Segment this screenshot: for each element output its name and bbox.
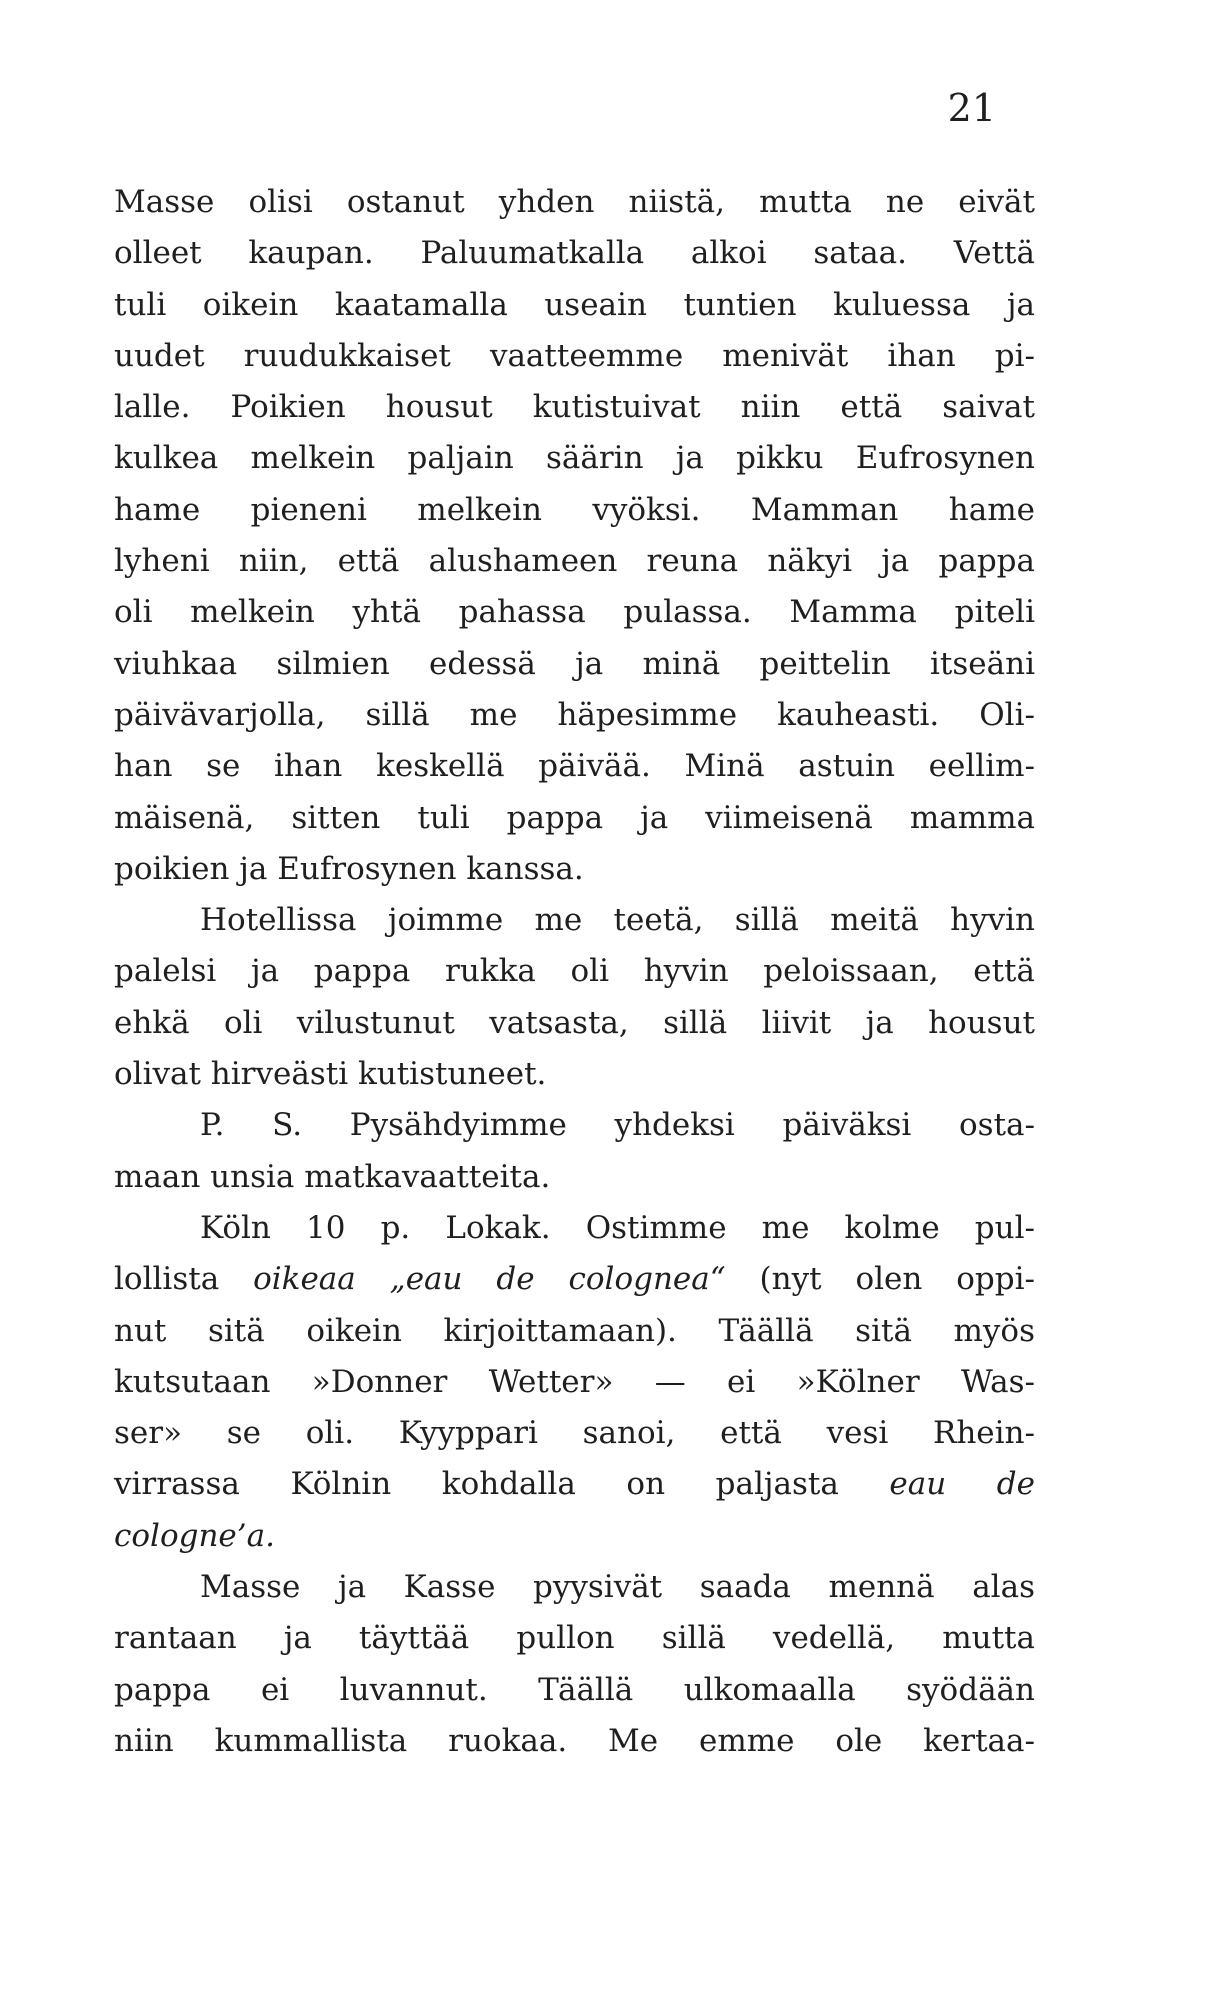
text-line-content: päivävarjolla, sillä me häpesimme kauheasti. Oli- <box>114 696 1035 733</box>
text-line <box>114 793 1035 844</box>
text-line-content: lalle. Poikien housut kutistuivat niin että saivat <box>114 389 1035 426</box>
text-line-content: virrassa Kölnin kohdalla on paljasta <box>114 1466 890 1503</box>
text-line-content: olivat hirveästi kutistuneet. <box>114 1056 547 1093</box>
text-line <box>114 998 1035 1049</box>
text-line-content: lollista <box>114 1261 254 1298</box>
text-line <box>114 177 1035 228</box>
text-line-content: hame pieneni melkein vyöksi. Mamman hame <box>114 491 1035 528</box>
text-line <box>114 1562 1035 1613</box>
text-line-content: lyheni niin, että alushameen reuna näkyi ja pappa <box>114 543 1035 580</box>
text-line-content: P. S. Pysähdyimme yhdeksi päiväksi osta- <box>200 1107 1035 1144</box>
text-line-content: kutsutaan »Donner Wetter» — ei »Kölner Was- <box>114 1363 1035 1400</box>
text-line <box>114 1665 1035 1716</box>
text-line <box>114 228 1035 279</box>
text-line-content: ser» se oli. Kyyppari sanoi, että vesi Rhein- <box>114 1415 1035 1452</box>
text-line-content: mäisenä, sitten tuli pappa ja viimeisenä mamma <box>114 799 1035 836</box>
page-number: 21 <box>947 86 996 130</box>
text-line-content: oli melkein yhtä pahassa pulassa. Mamma piteli <box>114 594 1035 631</box>
text-line <box>114 844 1035 895</box>
text-line <box>114 587 1035 638</box>
text-line-content: niin kummallista ruokaa. Me emme ole kertaa- <box>114 1722 1035 1759</box>
text-line-content: kulkea melkein paljain säärin ja pikku Eufrosynen <box>114 440 1035 477</box>
italic-phrase: oikeaa „eau de colognea“ <box>253 1261 726 1298</box>
text-line <box>114 1716 1035 1767</box>
text-line <box>114 1152 1035 1203</box>
text-line-content: uudet ruudukkaiset vaatteemme menivät ihan pi- <box>114 337 1035 374</box>
text-line-content: olleet kaupan. Paluumatkalla alkoi sataa. Vettä <box>114 235 1035 272</box>
text-line <box>114 1306 1035 1357</box>
text-line-content: pappa ei luvannut. Täällä ulkomaalla syödään <box>114 1671 1035 1708</box>
text-line <box>114 639 1035 690</box>
text-line <box>114 382 1035 433</box>
text-line <box>114 946 1035 997</box>
text-line <box>114 1408 1035 1459</box>
italic-phrase: cologne’a. <box>114 1517 275 1554</box>
text-line-content: palelsi ja pappa rukka oli hyvin peloissaan, että <box>114 953 1035 990</box>
text-line-content: Hotellissa joimme me teetä, sillä meitä hyvin <box>200 902 1035 939</box>
text-line-content: viuhkaa silmien edessä ja minä peittelin itseäni <box>114 645 1035 682</box>
text-line-content: Masse ja Kasse pyysivät saada mennä alas <box>200 1569 1035 1606</box>
text-line-content: han se ihan keskellä päivää. Minä astuin eellim- <box>114 748 1035 785</box>
text-line-content: poikien ja Eufrosynen kanssa. <box>114 850 584 887</box>
text-line <box>114 1357 1035 1408</box>
text-line <box>114 1100 1035 1151</box>
text-line <box>114 1459 1035 1510</box>
text-line <box>114 1511 1035 1562</box>
body-text <box>114 177 1035 1767</box>
text-line-content: Masse olisi ostanut yhden niistä, mutta ne eivät <box>114 184 1035 220</box>
text-line <box>114 433 1035 484</box>
text-line-content: nut sitä oikein kirjoittamaan). Täällä sitä myös <box>114 1312 1035 1349</box>
text-line-content: (nyt olen oppi- <box>725 1261 1035 1298</box>
text-line-content: ehkä oli vilustunut vatsasta, sillä liivit ja housut <box>114 1004 1035 1041</box>
text-line <box>114 536 1035 587</box>
text-line <box>114 690 1035 741</box>
text-line <box>114 1254 1035 1305</box>
text-line <box>114 1203 1035 1254</box>
text-line <box>114 280 1035 331</box>
text-line <box>114 1049 1035 1100</box>
italic-phrase: eau de <box>889 1466 1035 1503</box>
text-line-content: tuli oikein kaatamalla useain tuntien kuluessa ja <box>114 286 1035 323</box>
text-line <box>114 741 1035 792</box>
text-line <box>114 485 1035 536</box>
text-line <box>114 1613 1035 1664</box>
text-line-content: rantaan ja täyttää pullon sillä vedellä, mutta <box>114 1620 1035 1657</box>
text-line-content: maan unsia matkavaatteita. <box>114 1158 551 1195</box>
text-line <box>114 331 1035 382</box>
text-line <box>114 895 1035 946</box>
text-line-content: Köln 10 p. Lokak. Ostimme me kolme pul- <box>200 1209 1035 1246</box>
